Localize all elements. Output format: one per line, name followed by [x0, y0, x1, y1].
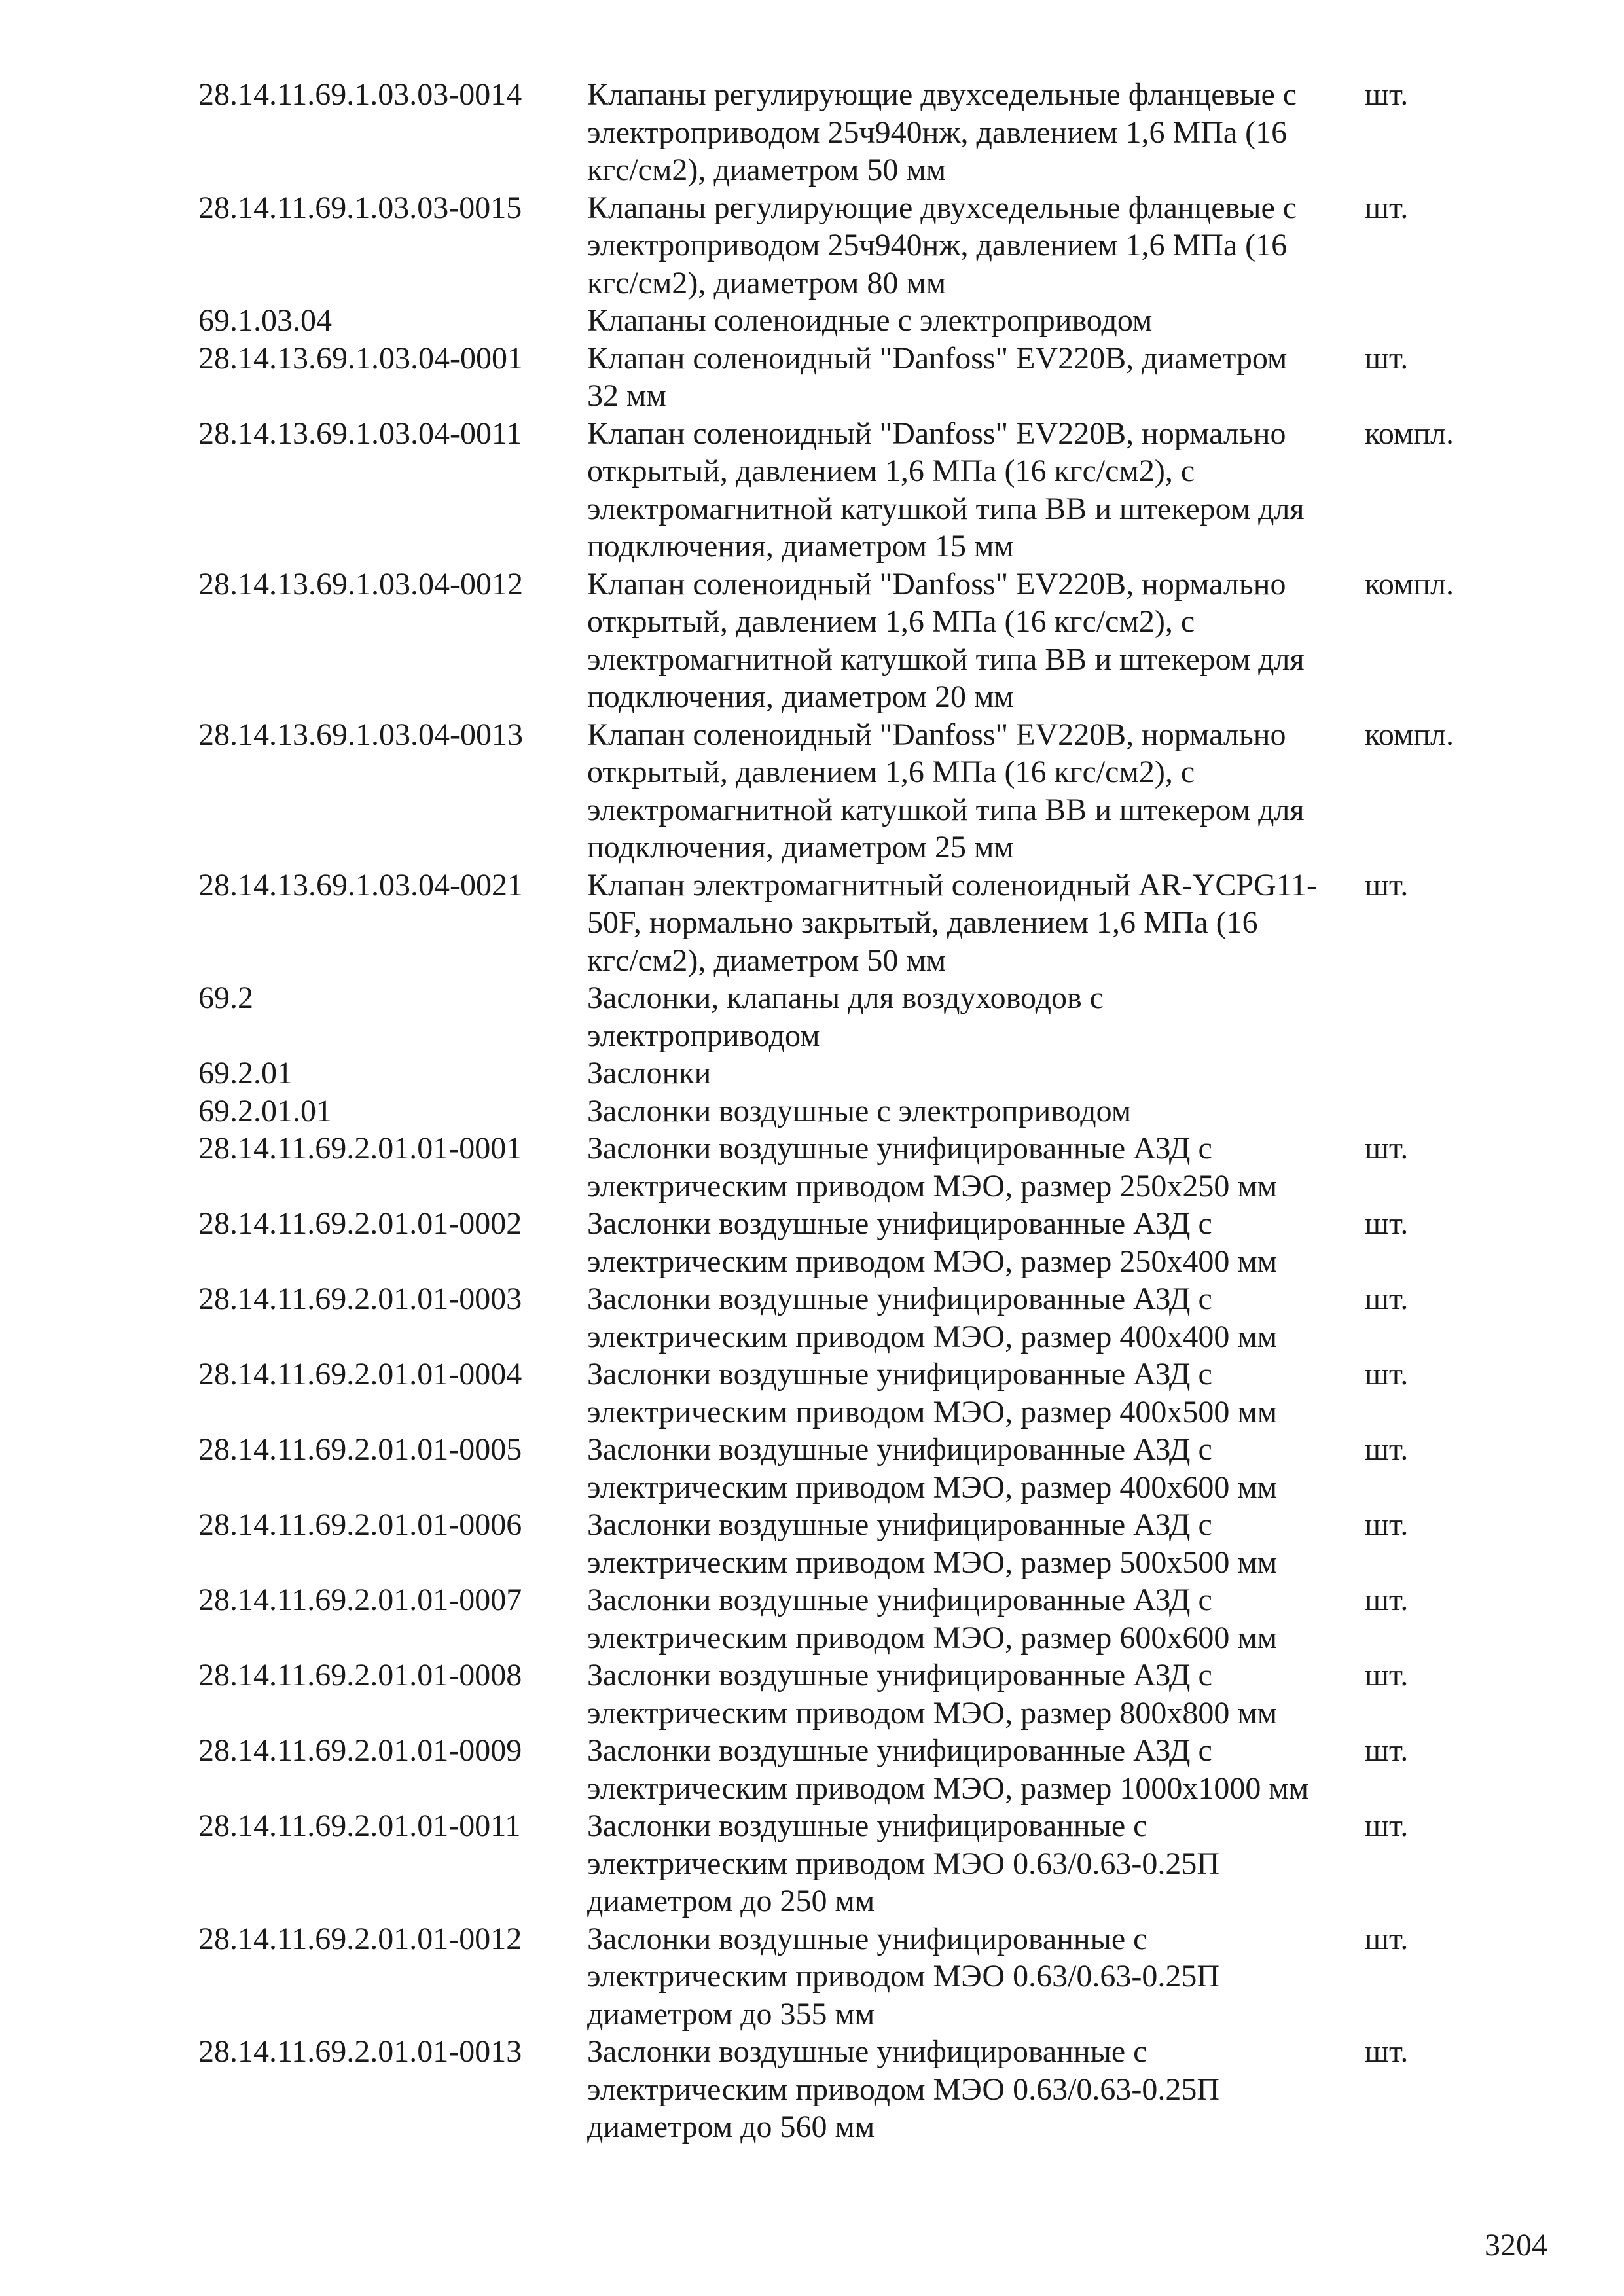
item-description: [587, 979, 1365, 1054]
item-code: 28.14.13.69.1.03.04-0001: [198, 340, 523, 376]
description-line: Клапаны регулирующие двухседельные фланцевые с: [587, 190, 1297, 225]
description-line: Клапан соленоидный "Danfoss" EV220B, нормально: [587, 566, 1286, 601]
item-code: 28.14.11.69.2.01.01-0002: [198, 1206, 522, 1241]
table-row: [198, 716, 1507, 867]
item-unit: шт.: [1365, 77, 1409, 112]
item-description: [587, 76, 1365, 189]
description-line: Заслонки: [587, 1056, 712, 1090]
item-description: [587, 716, 1365, 867]
description-line: Заслонки воздушные унифицированные с: [587, 1808, 1147, 1843]
description-line: Заслонки, клапаны для воздуховодов с: [587, 980, 1104, 1015]
description-line: диаметром до 250 мм: [587, 1884, 875, 1918]
item-unit: шт.: [1365, 190, 1409, 225]
table-row: [198, 2033, 1507, 2146]
description-line: электрическим приводом МЭО, размер 600х600 мм: [587, 1620, 1278, 1655]
table-row: [198, 1130, 1507, 1205]
item-code: 28.14.11.69.2.01.01-0003: [198, 1282, 522, 1316]
item-code: 28.14.11.69.2.01.01-0013: [198, 2034, 522, 2069]
description-line: Заслонки воздушные унифицированные АЗД с: [587, 1658, 1212, 1693]
description-line: открытый, давлением 1,6 МПа (16 кгс/см2), с: [587, 454, 1195, 488]
table-row: [198, 1506, 1507, 1581]
table-row: [198, 1581, 1507, 1657]
table-row: [198, 189, 1507, 302]
item-description: [587, 1657, 1365, 1732]
item-description: [587, 1506, 1365, 1581]
description-line: кгс/см2), диаметром 50 мм: [587, 152, 947, 187]
description-line: кгс/см2), диаметром 80 мм: [587, 265, 947, 300]
item-code: 28.14.11.69.2.01.01-0008: [198, 1658, 522, 1693]
table-row: [198, 979, 1507, 1054]
description-line: Клапан соленоидный "Danfoss" EV220B, нормально: [587, 717, 1286, 752]
item-code: 69.2.01.01: [198, 1093, 332, 1128]
description-line: Заслонки воздушные унифицированные АЗД с: [587, 1733, 1212, 1768]
item-description: [587, 1807, 1365, 1920]
table-row: [198, 1280, 1507, 1355]
table-row: [198, 1431, 1507, 1506]
description-line: диаметром до 560 мм: [587, 2109, 875, 2144]
item-code: 28.14.11.69.2.01.01-0012: [198, 1921, 522, 1956]
table-row: [198, 302, 1507, 340]
item-code: 28.14.11.69.2.01.01-0006: [198, 1507, 522, 1542]
table-row: [198, 76, 1507, 189]
item-unit: шт.: [1365, 1131, 1409, 1166]
item-description: [587, 1092, 1365, 1130]
item-unit: шт.: [1365, 1206, 1409, 1241]
item-code: 28.14.13.69.1.03.04-0011: [198, 416, 522, 451]
item-code: 69.1.03.04: [198, 303, 332, 338]
description-line: электрическим приводом МЭО 0.63/0.63-0.25П: [587, 1959, 1220, 1994]
description-line: 50F, нормально закрытый, давлением 1,6 МПа (16: [587, 905, 1258, 940]
description-line: электрическим приводом МЭО, размер 250х250 мм: [587, 1168, 1278, 1204]
description-line: Заслонки воздушные унифицированные АЗД с: [587, 1131, 1212, 1166]
item-code: 28.14.11.69.2.01.01-0011: [198, 1808, 521, 1843]
table-row: [198, 415, 1507, 565]
description-line: электроприводом 25ч940нж, давлением 1,6 МПа (16: [587, 115, 1288, 150]
description-line: Клапаны регулирующие двухседельные фланцевые с: [587, 77, 1297, 112]
description-line: Клапан соленоидный "Danfoss" EV220B, нормально: [587, 416, 1286, 451]
description-line: Заслонки воздушные унифицированные с: [587, 2034, 1147, 2069]
item-unit: шт.: [1365, 1921, 1409, 1956]
table-row: [198, 1092, 1507, 1130]
description-line: электрическим приводом МЭО, размер 500х500 мм: [587, 1545, 1278, 1580]
table-row: [198, 1205, 1507, 1280]
item-unit: компл.: [1365, 566, 1454, 601]
description-line: Заслонки воздушные унифицированные АЗД с: [587, 1206, 1212, 1241]
item-unit: шт.: [1365, 1658, 1409, 1693]
item-code: 28.14.11.69.2.01.01-0005: [198, 1432, 522, 1467]
description-line: Заслонки воздушные унифицированные АЗД с: [587, 1432, 1212, 1467]
item-code: 28.14.11.69.2.01.01-0004: [198, 1357, 522, 1391]
table-row: [198, 867, 1507, 980]
item-unit: шт.: [1365, 1357, 1409, 1391]
item-unit: шт.: [1365, 1808, 1409, 1843]
description-line: открытый, давлением 1,6 МПа (16 кгс/см2), с: [587, 755, 1195, 789]
description-line: Заслонки воздушные унифицированные АЗД с: [587, 1583, 1212, 1617]
description-line: диаметром до 355 мм: [587, 1996, 875, 2032]
table-row: [198, 1657, 1507, 1732]
description-line: электромагнитной катушкой типа ВВ и штекером для: [587, 491, 1305, 526]
item-unit: шт.: [1365, 340, 1409, 376]
item-code: 28.14.11.69.2.01.01-0001: [198, 1131, 522, 1166]
table-row: [198, 1807, 1507, 1920]
item-code: 28.14.13.69.1.03.04-0013: [198, 717, 523, 752]
item-description: [587, 1920, 1365, 2034]
table-row: [198, 1920, 1507, 2034]
description-line: кгс/см2), диаметром 50 мм: [587, 942, 947, 978]
item-code: 28.14.13.69.1.03.04-0012: [198, 566, 523, 601]
description-line: электрическим приводом МЭО, размер 400х500 мм: [587, 1394, 1278, 1429]
table-row: [198, 1054, 1507, 1092]
item-description: [587, 1054, 1365, 1092]
description-line: электромагнитной катушкой типа ВВ и штекером для: [587, 792, 1305, 827]
item-unit: шт.: [1365, 1282, 1409, 1316]
description-line: Клапан соленоидный "Danfoss" EV220B, диаметром: [587, 340, 1288, 376]
item-description: [587, 867, 1365, 980]
item-description: [587, 565, 1365, 716]
table-row: [198, 340, 1507, 415]
description-line: подключения, диаметром 20 мм: [587, 679, 1014, 714]
item-unit: шт.: [1365, 867, 1409, 903]
description-line: подключения, диаметром 25 мм: [587, 830, 1014, 865]
document-table: [198, 76, 1507, 2146]
item-description: [587, 1581, 1365, 1657]
description-line: электрическим приводом МЭО 0.63/0.63-0.25П: [587, 2072, 1220, 2107]
item-code: 28.14.11.69.1.03.03-0015: [198, 190, 522, 225]
item-code: 69.2: [198, 980, 253, 1015]
description-line: электроприводом 25ч940нж, давлением 1,6 МПа (16: [587, 228, 1288, 262]
item-code: 69.2.01: [198, 1056, 293, 1090]
description-line: Клапан электромагнитный соленоидный AR-YCPG11-: [587, 867, 1317, 903]
item-code: 28.14.11.69.1.03.03-0014: [198, 77, 522, 112]
description-line: Заслонки воздушные унифицированные АЗД с: [587, 1357, 1212, 1391]
description-line: электрическим приводом МЭО, размер 800х800 мм: [587, 1695, 1278, 1731]
item-unit: шт.: [1365, 1432, 1409, 1467]
item-unit: компл.: [1365, 416, 1454, 451]
description-line: Заслонки воздушные унифицированные АЗД с: [587, 1507, 1212, 1542]
description-line: электрическим приводом МЭО, размер 250х400 мм: [587, 1244, 1278, 1279]
item-unit: шт.: [1365, 2034, 1409, 2069]
description-line: электромагнитной катушкой типа ВВ и штекером для: [587, 641, 1305, 677]
item-unit: компл.: [1365, 717, 1454, 752]
description-line: Заслонки воздушные унифицированные АЗД с: [587, 1282, 1212, 1316]
description-line: подключения, диаметром 15 мм: [587, 529, 1014, 564]
item-description: [587, 302, 1365, 340]
description-line: Заслонки воздушные с электроприводом: [587, 1093, 1132, 1128]
description-line: открытый, давлением 1,6 МПа (16 кгс/см2), с: [587, 604, 1195, 639]
table-row: [198, 565, 1507, 716]
table-row: [198, 1732, 1507, 1807]
description-line: электрическим приводом МЭО 0.63/0.63-0.25П: [587, 1846, 1220, 1881]
item-code: 28.14.13.69.1.03.04-0021: [198, 867, 523, 903]
item-description: [587, 189, 1365, 302]
description-line: 32 мм: [587, 378, 666, 413]
item-unit: шт.: [1365, 1733, 1409, 1768]
item-description: [587, 1732, 1365, 1807]
item-description: [587, 1280, 1365, 1355]
description-line: электрическим приводом МЭО, размер 400х400 мм: [587, 1319, 1278, 1354]
description-line: Заслонки воздушные унифицированные с: [587, 1921, 1147, 1956]
item-description: [587, 1130, 1365, 1205]
item-unit: шт.: [1365, 1507, 1409, 1542]
description-line: электрическим приводом МЭО, размер 1000х1000 мм: [587, 1770, 1309, 1806]
description-line: электроприводом: [587, 1018, 820, 1053]
page-number: 3204: [1485, 2228, 1547, 2263]
table-row: [198, 1355, 1507, 1431]
description-line: электрическим приводом МЭО, размер 400х600 мм: [587, 1469, 1278, 1505]
item-description: [587, 415, 1365, 565]
item-code: 28.14.11.69.2.01.01-0009: [198, 1733, 522, 1768]
description-line: Клапаны соленоидные с электроприводом: [587, 303, 1153, 338]
item-description: [587, 1205, 1365, 1280]
item-description: [587, 2033, 1365, 2146]
item-description: [587, 1431, 1365, 1506]
item-description: [587, 340, 1365, 415]
item-description: [587, 1355, 1365, 1431]
item-code: 28.14.11.69.2.01.01-0007: [198, 1583, 522, 1617]
item-unit: шт.: [1365, 1583, 1409, 1617]
